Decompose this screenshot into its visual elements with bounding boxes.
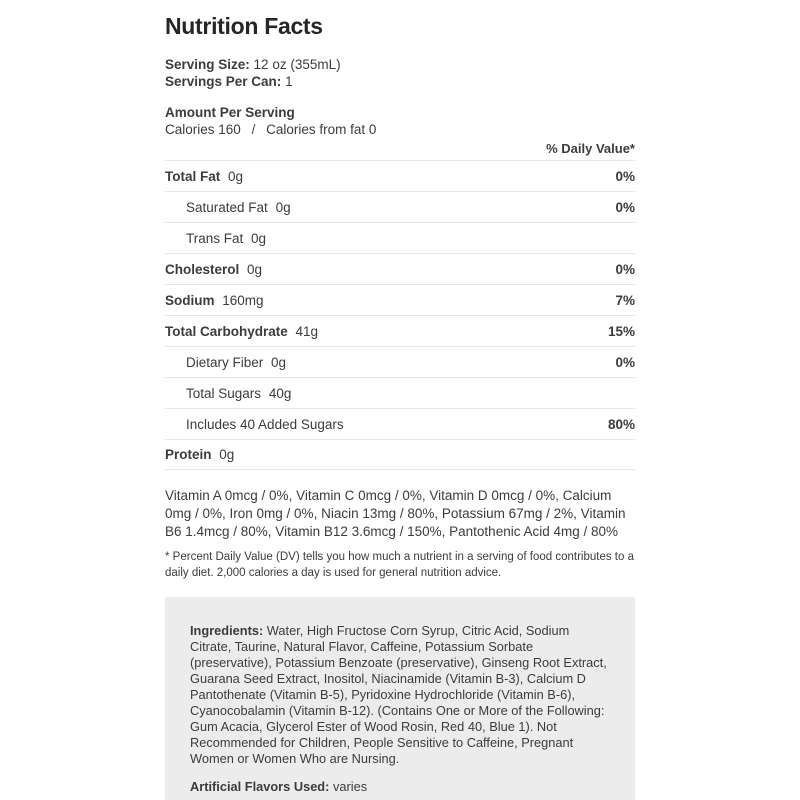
serving-size-value: 12 oz (355mL) (253, 57, 341, 72)
servings-per-can-value: 1 (285, 74, 293, 89)
nutrient-label (165, 200, 291, 215)
artificial-flavors-value: varies (332, 779, 368, 794)
nutrient-amount: 0g (247, 261, 263, 277)
ingredients-list: Water, High Fructose Corn Syrup, Citric Acid, Sodium Citrate, Taurine, Natural Flavor, Caffeine, Potassium Sorbate (preservative), Potassium Benzoate (preservative), Ginseng Root Extract, Guarana Seed Extract, Inositol, Niacinamide (Vitamin B-3), Calcium D Pantothenate (Vitamin B-5), Pyridoxine Hydrochloride (Vitamin B-6), Cyanocobalamin (Vitamin B-12). (Contains One or More of the Following: Gum Acacia, Glycerol Ester of Wood Rosin, Red 40, Blue 1). Not Recommended for Children, People Sensitive to Caffeine, Pregnant Women or Women Who are Nursing. (190, 623, 607, 766)
nutrient-label (165, 324, 318, 339)
calories-from-fat-value: Calories from fat 0 (266, 122, 377, 137)
nutrient-amount: 0g (271, 354, 287, 370)
table-row-total-sugars (165, 377, 635, 408)
nutrient-name: Trans Fat (186, 230, 244, 246)
ingredients-paragraph (190, 623, 610, 767)
serving-size-line (165, 56, 635, 73)
nutrient-name: Sodium (165, 292, 215, 308)
nutrient-name: Protein (165, 447, 212, 462)
table-row-total-fat (165, 160, 635, 191)
amount-per-serving-heading: Amount Per Serving (165, 105, 295, 120)
nutrient-daily-value: 0% (615, 168, 635, 184)
nutrient-label (165, 417, 348, 432)
serving-info (165, 56, 635, 90)
table-row-sodium (165, 284, 635, 315)
artificial-flavors-line (190, 779, 610, 795)
nutrient-label (165, 293, 264, 308)
table-row-trans-fat (165, 222, 635, 253)
artificial-flavors-label: Artificial Flavors Used: (190, 779, 330, 794)
nutrient-amount: 0g (219, 447, 235, 462)
nutrient-daily-value: 0% (615, 199, 635, 215)
nutrient-amount: 41g (295, 323, 319, 339)
nutrient-label (165, 447, 234, 462)
nutrient-name: Total Sugars (186, 385, 262, 401)
nutrient-amount: 0g (275, 199, 291, 215)
nutrient-daily-value: 0% (615, 261, 635, 277)
nutrient-label (165, 262, 262, 277)
table-row-added-sugars (165, 408, 635, 439)
vitamins-paragraph: Vitamin A 0mcg / 0%, Vitamin C 0mcg / 0%, Vitamin D 0mcg / 0%, Calcium 0mg / 0%, Iron 0mg / 0%, Niacin 13mg / 80%, Potassium 67mg / 2%, Vitamin B6 1.4mcg / 80%, Vitamin B12 3.6mcg / 150%, Pantothenic Acid 4mg / 80% (165, 488, 626, 539)
nutrient-label (165, 231, 266, 246)
daily-value-footnote: * Percent Daily Value (DV) tells you how much a nutrient in a serving of food contributes to a daily diet. 2,000 calories a day is used for general nutrition advice. (165, 551, 634, 579)
table-row-dietary-fiber (165, 346, 635, 377)
nutrient-amount: 160mg (222, 292, 264, 308)
serving-size-label: Serving Size: (165, 57, 250, 72)
nutrient-name: Saturated Fat (186, 199, 268, 215)
nutrient-name: Total Carbohydrate (165, 323, 288, 339)
calories-value: Calories 160 (165, 122, 241, 137)
page-title: Nutrition Facts (165, 13, 323, 39)
nutrient-label (165, 169, 243, 184)
table-row-cholesterol (165, 253, 635, 284)
amount-per-serving (165, 104, 635, 138)
nutrient-name: Includes 40 Added Sugars (186, 416, 344, 432)
nutrient-amount: 40g (268, 385, 292, 401)
nutrient-daily-value: 0% (615, 354, 635, 370)
table-row-protein (165, 439, 635, 470)
nutrient-name: Dietary Fiber (186, 354, 264, 370)
nutrient-daily-value: 15% (607, 323, 635, 339)
nutrient-label (165, 355, 286, 370)
nutrient-name: Cholesterol (165, 261, 240, 277)
calories-separator: / (251, 122, 256, 137)
ingredients-box (165, 597, 635, 800)
nutrient-daily-value: 7% (615, 292, 635, 308)
nutrient-label (165, 386, 291, 401)
calories-line (165, 121, 635, 138)
ingredients-label: Ingredients: (190, 623, 264, 638)
nutrients-table (165, 160, 635, 470)
servings-per-can-label: Servings Per Can: (165, 74, 282, 89)
nutrition-facts-panel (165, 0, 635, 800)
nutrient-daily-value: 80% (607, 416, 635, 432)
table-row-saturated-fat (165, 191, 635, 222)
nutrient-amount: 0g (251, 230, 267, 246)
servings-per-can-line (165, 73, 635, 90)
daily-value-header: % Daily Value* (546, 141, 635, 156)
nutrient-name: Total Fat (165, 168, 221, 184)
nutrient-amount: 0g (228, 168, 244, 184)
table-row-total-carbohydrate (165, 315, 635, 346)
